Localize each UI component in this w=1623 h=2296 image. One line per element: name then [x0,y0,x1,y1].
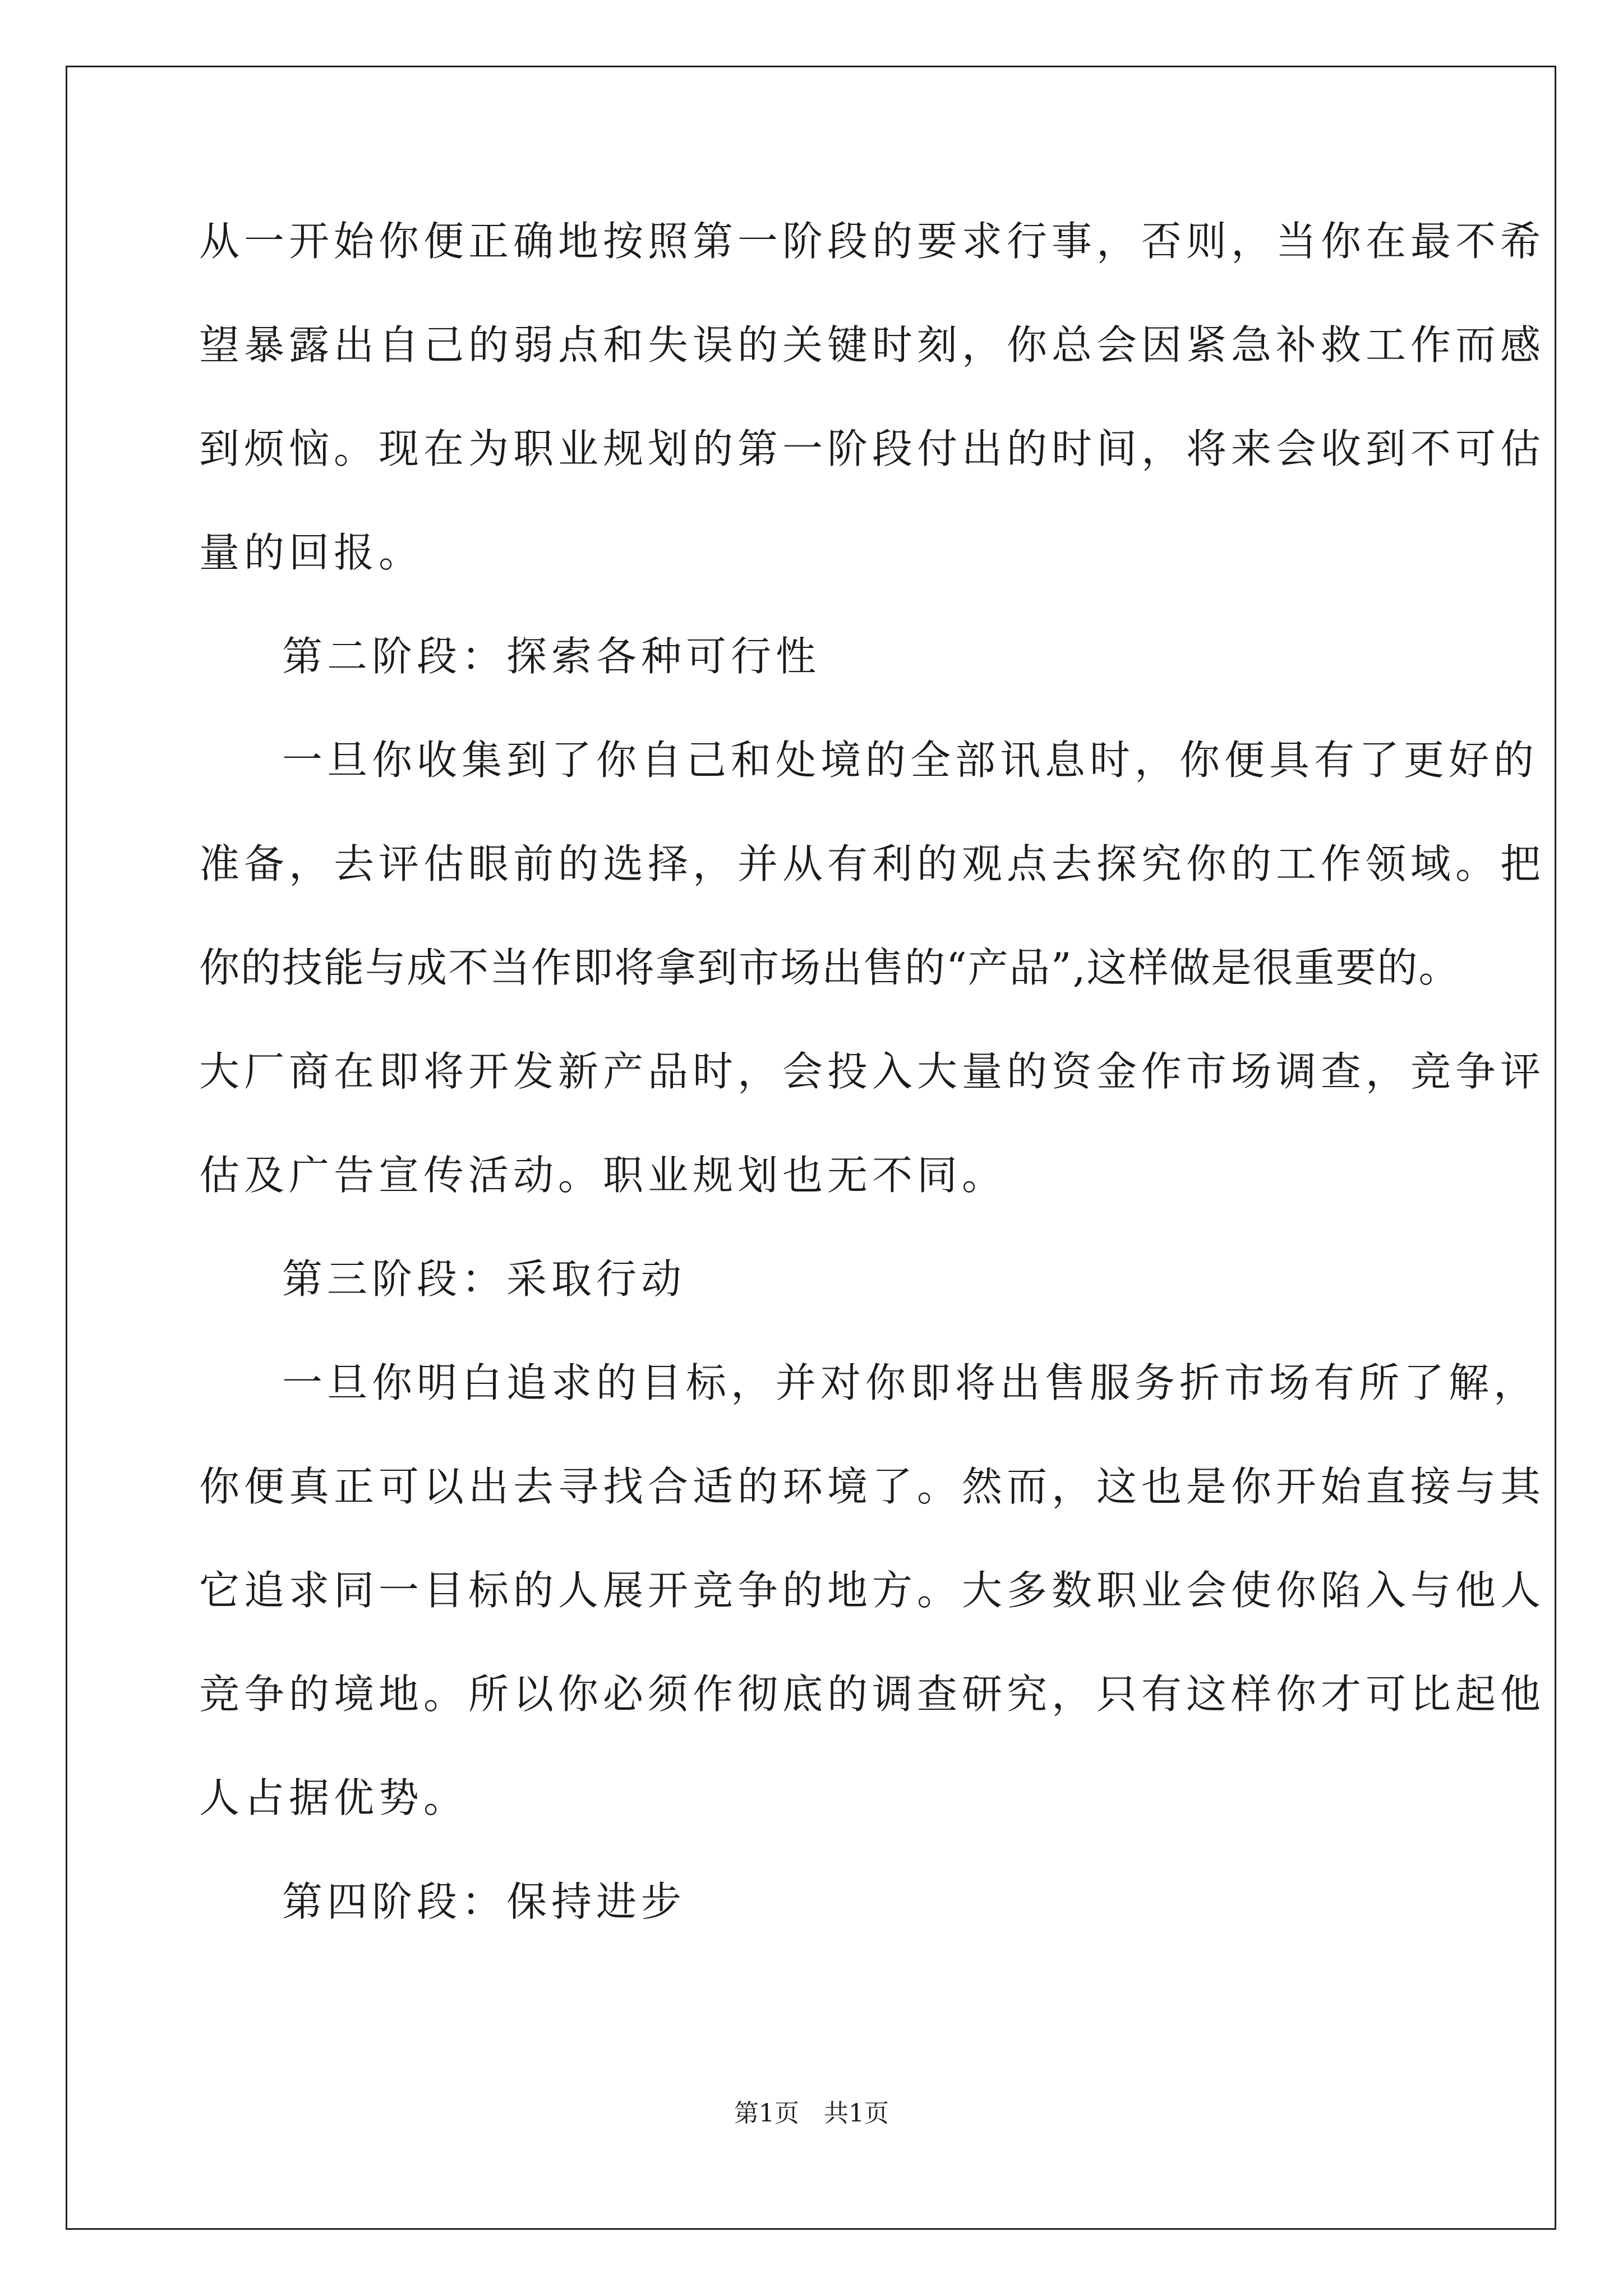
paragraph-line: 大厂商在即将开发新产品时，会投入大量的资金作市场调查，竞争评 [199,1048,1546,1095]
paragraph-line: 你便真正可以出去寻找合适的环境了。然而，这也是你开始直接与其 [199,1463,1546,1510]
paragraph-line: 竞争的境地。所以你必须作彻底的调查研究，只有这样你才可比起他 [199,1671,1546,1718]
page-number-footer: 第1页 共1页 [734,2099,889,2128]
paragraph-line: 到烦恼。现在为职业规划的第一阶段付出的时间，将来会收到不可估 [199,425,1546,472]
paragraph-line: 它追求同一目标的人展开竞争的地方。大多数职业会使你陷入与他人 [199,1567,1546,1614]
section-heading-stage-3: 第三阶段：采取行动 [282,1255,686,1303]
paragraph-line: 估及广告宣传活动。职业规划也无不同。 [199,1152,1007,1199]
paragraph-line: 你的技能与成不当作即将拿到市场出售的“产品”,这样做是很重要的。 [199,944,1460,991]
paragraph-line: 人占据优势。 [199,1774,469,1821]
paragraph-line: 准备，去评估眼前的选择，并从有利的观点去探究你的工作领域。把 [199,840,1546,887]
section-heading-stage-4: 第四阶段：保持进步 [282,1878,686,1925]
paragraph-line: 一旦你明白追求的目标，并对你即将出售服务折市场有所了解， [282,1359,1539,1406]
section-heading-stage-2: 第二阶段：探索各种可行性 [282,633,821,680]
paragraph-line: 一旦你收集到了你自己和处境的全部讯息时，你便具有了更好的 [282,737,1539,784]
paragraph-line: 从一开始你便正确地按照第一阶段的要求行事，否则，当你在最不希 [199,218,1546,265]
paragraph-line: 望暴露出自己的弱点和失误的关键时刻，你总会因紧急补救工作而感 [199,321,1546,369]
paragraph-line: 量的回报。 [199,529,424,576]
